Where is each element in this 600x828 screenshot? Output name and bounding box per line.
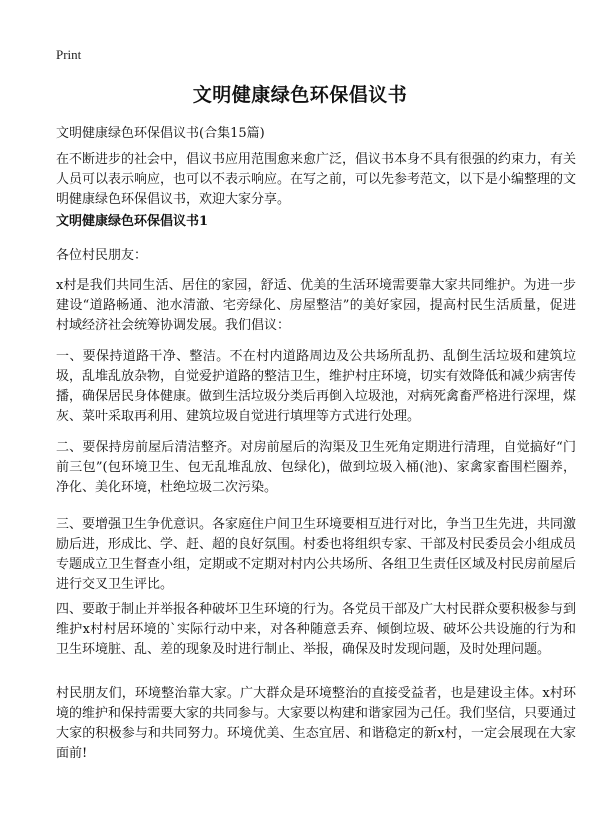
paragraph-6: 村民朋友们，环境整治靠大家。广大群众是环境整治的直接受益者，也是建设主体。x村环境的维护和保持需要大家的共同参与。大家要以构建和谐家园为己任。我们坚信，只要通过大家的积极参与和共同努力。环境优美、生态宜居、和谐稳定的新x村，一定会展现在大家面前! xyxy=(56,686,577,761)
document-subtitle: 文明健康绿色环保倡议书(合集15篇) xyxy=(56,126,265,141)
paragraph-5: 四、要敢于制止并举报各种破坏卫生环境的行为。各党员干部及广大村民群众要积极参与到维护x村村居环境的`实际行动中来，对各种随意丢弃、倾倒垃圾、破坏公共设施的行为和卫生环境脏、乱、差的现象及时进行制止、举报，确保及时发现问题，及时处理问题。 xyxy=(56,602,577,657)
paragraph-3: 二、要保持房前屋后清洁整齐。对房前屋后的沟渠及卫生死角定期进行清理，自觉搞好“门前三包”(包环境卫生、包无乱堆乱放、包绿化)，做到垃圾入桶(池)、家禽家畜围栏圈养，净化、美化环境，杜绝垃圾二次污染。 xyxy=(56,440,576,495)
page-title: 文明健康绿色环保倡议书 xyxy=(192,84,408,106)
paragraph-4: 三、要增强卫生争优意识。各家庭住户间卫生环境要相互进行对比，争当卫生先进，共同激励后进，形成比、学、赶、超的良好氛围。村委也将组织专家、干部及村民委员会小组成员专题成立卫生督查小组，定期或不定期对村内公共场所、各组卫生责任区域及村民房前屋后进行交叉卫生评比。 xyxy=(56,517,577,592)
paragraph-1: x村是我们共同生活、居住的家园，舒适、优美的生活环境需要靠大家共同维护。为进一步建设“道路畅通、池水清澈、宅旁绿化、房屋整洁”的美好家园，提高村民生活质量，促进村域经济社会统筹协调发展。我们倡议： xyxy=(56,278,576,333)
section-heading: 文明健康绿色环保倡议书1 xyxy=(56,214,209,229)
intro-paragraph: 在不断进步的社会中，倡议书应用范围愈来愈广泛，倡议书本身不具有很强的约束力，有关人员可以表示响应，也可以不表示响应。在写之前，可以先参考范文，以下是小编整理的文明健康绿色环保倡议书，欢迎大家分享。 xyxy=(56,152,577,207)
print-label[interactable]: Print xyxy=(56,47,82,62)
greeting-paragraph: 各位村民朋友： xyxy=(56,248,148,263)
paragraph-2: 一、要保持道路干净、整洁。不在村内道路周边及公共场所乱扔、乱倒生活垃圾和建筑垃圾，乱堆乱放杂物，自觉爱护道路的整洁卫生，维护村庄环境，切实有效降低和减少病害传播，确保居民身体健康。做到生活垃圾分类后再倒入垃圾池，对病死禽畜严格进行深埋，煤灰、菜叶采取再利用、建筑垃圾自觉进行填埋等方式进行处理。 xyxy=(56,349,577,424)
